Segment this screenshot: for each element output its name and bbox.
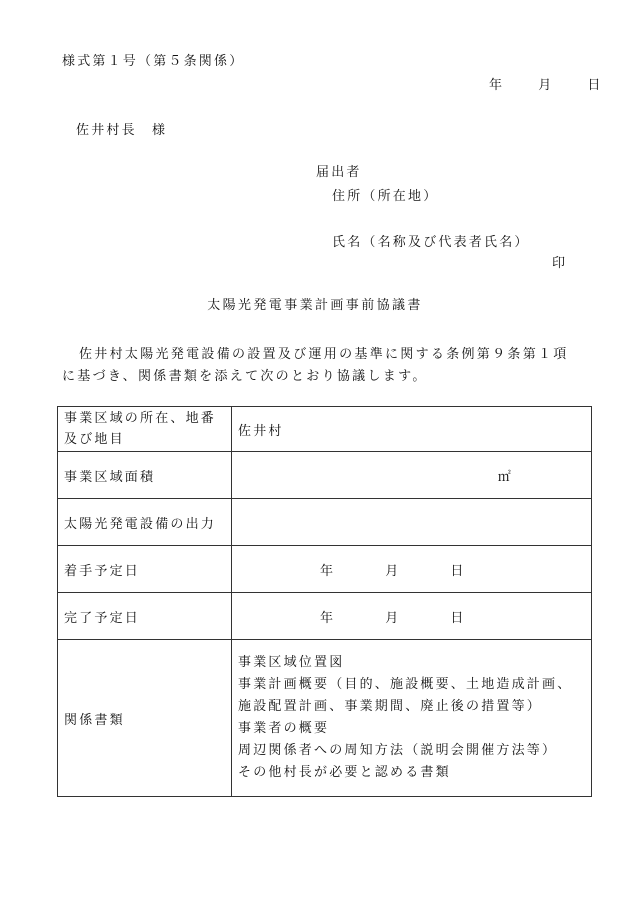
body-line-2: に基づき、関係書類を添えて次のとおり協議します。 [62, 369, 428, 384]
area-value-cell[interactable] [232, 452, 592, 499]
table-row-end-date [58, 593, 592, 640]
date-day-label: 日 [587, 78, 603, 93]
document-item: 事業者の概要 [238, 721, 330, 736]
location-label-line-1: 事業区域の所在、地番 [64, 411, 217, 426]
output-value-cell[interactable] [232, 499, 592, 546]
location-value[interactable]: 佐井村 [232, 407, 592, 452]
start-month-label: 月 [385, 563, 401, 579]
table-row-output [58, 499, 592, 546]
form-number: 様式第１号（第５条関係） [62, 54, 245, 69]
date-year-label: 年 [489, 78, 505, 93]
start-year-label: 年 [320, 563, 336, 579]
start-date-label: 着手予定日 [58, 546, 232, 593]
end-month-label: 月 [385, 610, 401, 626]
seal-mark: 印 [552, 256, 568, 271]
documents-label: 関係書類 [58, 640, 232, 797]
document-item: 施設配置計画、事業期間、廃止後の措置等） [238, 699, 543, 714]
table-row-start-date [58, 546, 592, 593]
consultation-table [57, 406, 592, 797]
document-item: 事業区域位置図 [238, 655, 345, 670]
location-label-line-2: 及び地目 [64, 432, 125, 447]
addressee: 佐井村長 様 [76, 123, 168, 138]
area-label: 事業区域面積 [58, 452, 232, 499]
table-row-area [58, 452, 592, 499]
body-line-1: 佐井村太陽光発電設備の設置及び運用の基準に関する条例第９条第１項 [79, 347, 569, 362]
body-paragraph [62, 344, 597, 388]
document-item: 周辺関係者への周知方法（説明会開催方法等） [238, 743, 558, 758]
output-label: 太陽光発電設備の出力 [58, 499, 232, 546]
document-item: その他村長が必要と認める書類 [238, 765, 451, 780]
document-title: 太陽光発電事業計画事前協議書 [207, 298, 423, 313]
documents-list [232, 640, 592, 797]
end-date-label: 完了予定日 [58, 593, 232, 640]
start-date-cell[interactable] [232, 546, 592, 593]
end-day-label: 日 [450, 610, 466, 626]
end-date-cell[interactable] [232, 593, 592, 640]
end-year-label: 年 [320, 610, 336, 626]
location-label [58, 407, 232, 452]
table-row-documents [58, 640, 592, 797]
document-item: 事業計画概要（目的、施設概要、土地造成計画、 [238, 677, 573, 692]
name-label: 氏名（名称及び代表者氏名） [332, 235, 530, 250]
address-label: 住所（所在地） [332, 189, 439, 204]
table-row-location [58, 407, 592, 452]
area-unit: ㎡ [497, 469, 513, 485]
date-month-label: 月 [538, 78, 554, 93]
submitter-label: 届出者 [316, 165, 362, 180]
submission-date [489, 74, 603, 93]
start-day-label: 日 [450, 563, 466, 579]
